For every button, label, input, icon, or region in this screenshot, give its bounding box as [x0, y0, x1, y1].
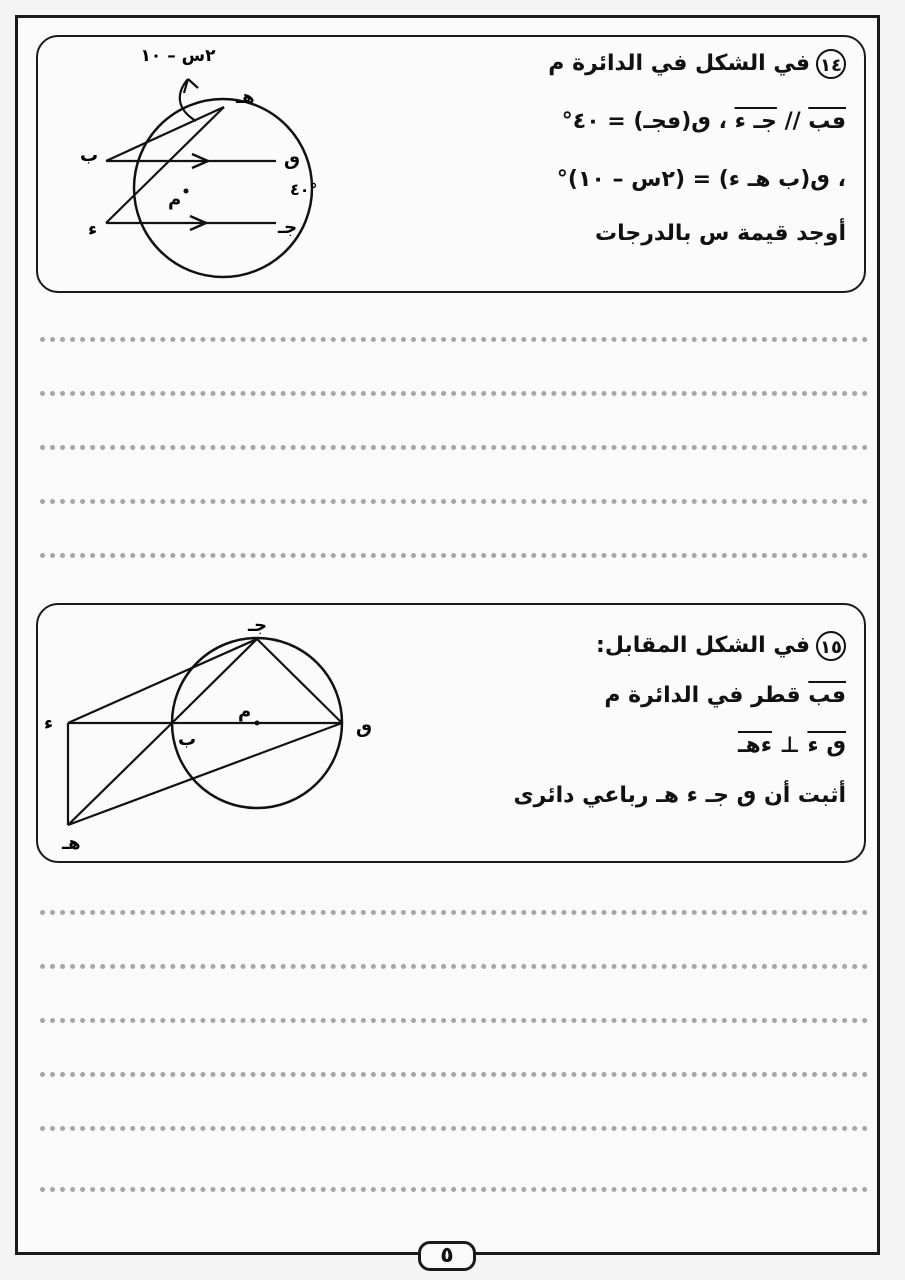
q15-label-m: م	[238, 701, 252, 722]
q14-label-g: جـ	[278, 217, 298, 238]
q15-label-a: ٯ	[356, 717, 373, 738]
q15-line1-text: في الشكل المقابل:	[596, 633, 810, 658]
q14-label-d: ء	[88, 219, 98, 240]
q14-parallel: //	[776, 109, 809, 134]
question-14-box	[36, 35, 866, 293]
q14-line2	[562, 109, 846, 135]
q15-seg-ab: ٯب	[808, 683, 846, 708]
q14-arc-label: ٤٠°	[290, 180, 318, 199]
q14-seg-ab: ٯب	[808, 109, 846, 134]
q15-line-gd	[68, 639, 257, 723]
q14-label-m: م	[168, 189, 182, 210]
answer-line[interactable]	[40, 1018, 868, 1023]
answer-line[interactable]	[40, 1072, 868, 1077]
q15-line-ga	[257, 639, 342, 723]
q15-line2	[604, 683, 846, 709]
q15-line1	[596, 631, 846, 661]
q15-line3	[738, 733, 846, 759]
q14-line1	[548, 49, 846, 79]
q14-line3: ، ٯ(ب هـ ء) = (٢س – ١٠)°	[556, 167, 846, 192]
q14-line4: أوجد قيمة س بالدرجات	[595, 221, 846, 246]
q14-number-badge: ١٤	[816, 49, 846, 79]
answer-line[interactable]	[40, 910, 868, 915]
q14-text	[426, 49, 846, 279]
q15-number-badge: ١٥	[816, 631, 846, 661]
page-number: ٥	[418, 1241, 476, 1271]
q14-line1-text: في الشكل في الدائرة م	[548, 51, 810, 76]
q15-seg-ad: ٯ ء	[807, 733, 846, 758]
answer-line[interactable]	[40, 499, 868, 504]
answer-line[interactable]	[40, 391, 868, 396]
q14-label-b: ب	[80, 145, 99, 166]
question-15-box	[36, 603, 866, 863]
q15-text	[426, 631, 846, 851]
q15-center-dot	[255, 721, 260, 726]
q14-label-a: ٯ	[284, 149, 301, 170]
q15-line-ah	[68, 723, 342, 825]
q14-chord-bh	[106, 107, 224, 161]
answer-line[interactable]	[40, 1126, 868, 1131]
q15-label-d: ء	[44, 713, 54, 734]
q14-seg-gd: جـ ء	[734, 109, 777, 134]
q15-line-bh	[68, 723, 172, 825]
q15-label-h: هـ	[62, 833, 81, 854]
q14-angle-label: ٢س – ١٠	[140, 46, 216, 66]
answer-line[interactable]	[40, 964, 868, 969]
q15-figure	[38, 605, 398, 865]
q15-perp: ⊥	[771, 733, 808, 758]
q15-label-b: ب	[178, 729, 197, 750]
q14-center-dot	[184, 189, 189, 194]
q14-figure	[38, 37, 368, 295]
q15-seg-dh: ءهـ	[737, 733, 772, 758]
answer-line[interactable]	[40, 553, 868, 558]
q14-label-h: هـ	[236, 87, 255, 108]
answer-line[interactable]	[40, 445, 868, 450]
q14-circle	[134, 99, 312, 277]
q15-line2-text: قطر في الدائرة م	[604, 683, 809, 708]
answer-line[interactable]	[40, 337, 868, 342]
q14-arc-measure: ، ٯ(ٯجـ) = ٤٠°	[561, 109, 735, 134]
q14-chord-hd	[106, 107, 224, 223]
answer-line[interactable]	[40, 1187, 868, 1192]
q15-line4: أثبت أن ٯ جـ ء هـ رباعي دائرى	[513, 783, 846, 808]
q15-label-g: جـ	[248, 615, 268, 636]
